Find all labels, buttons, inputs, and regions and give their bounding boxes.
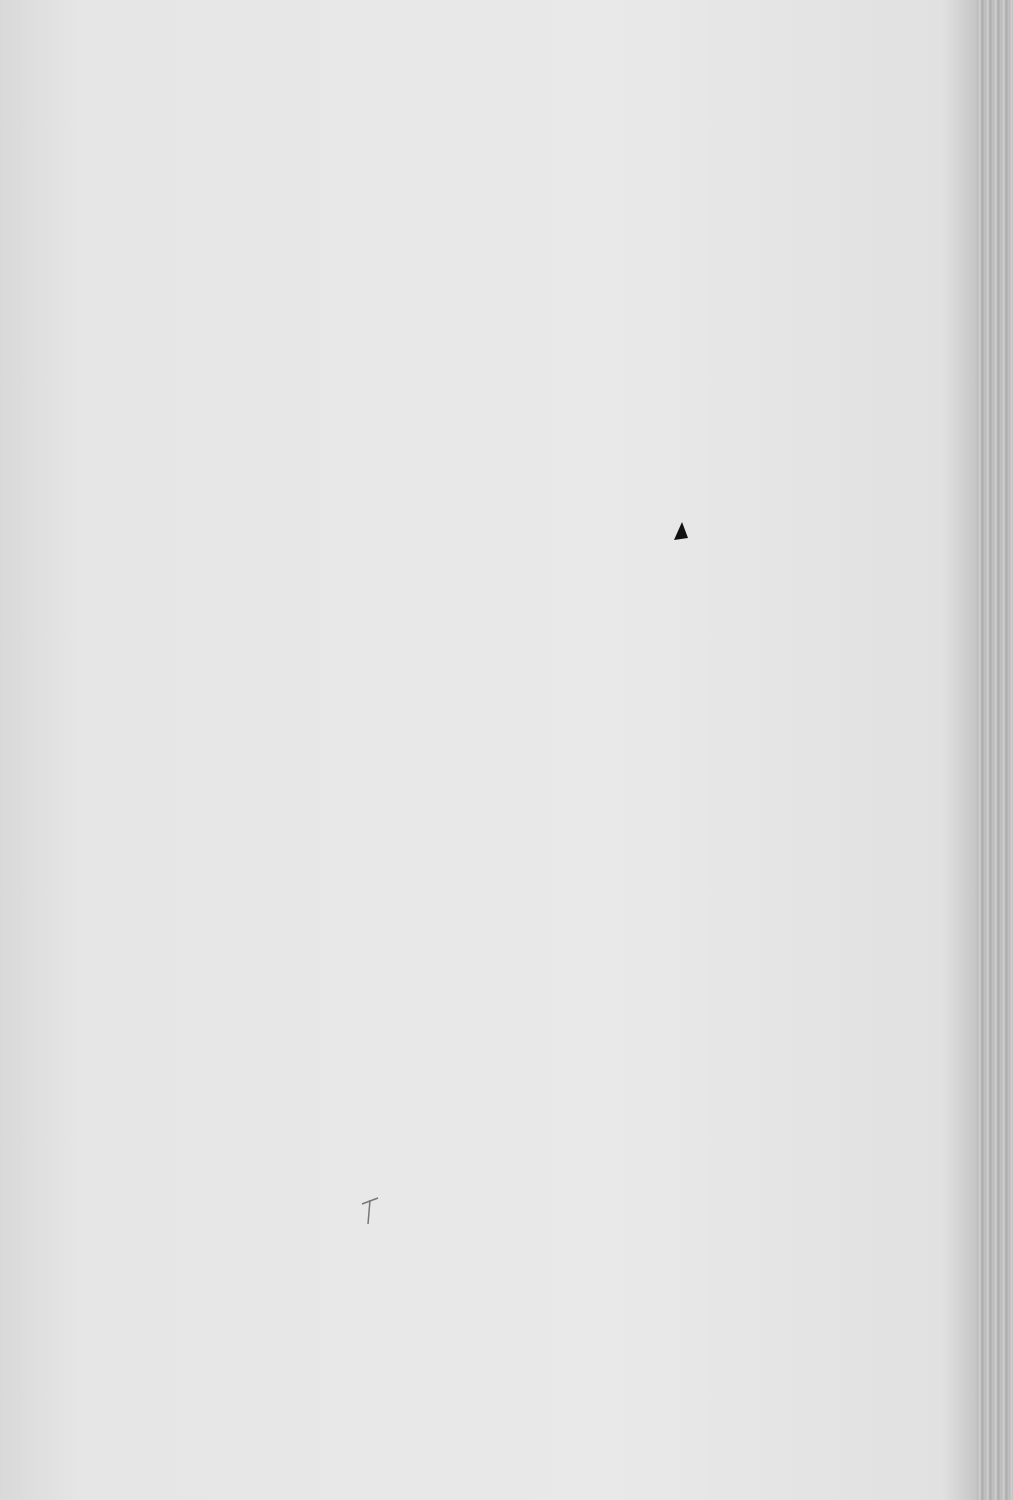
page-edge [977,0,1013,1500]
pencil-mark [358,1196,382,1226]
ink-mark [670,518,692,542]
